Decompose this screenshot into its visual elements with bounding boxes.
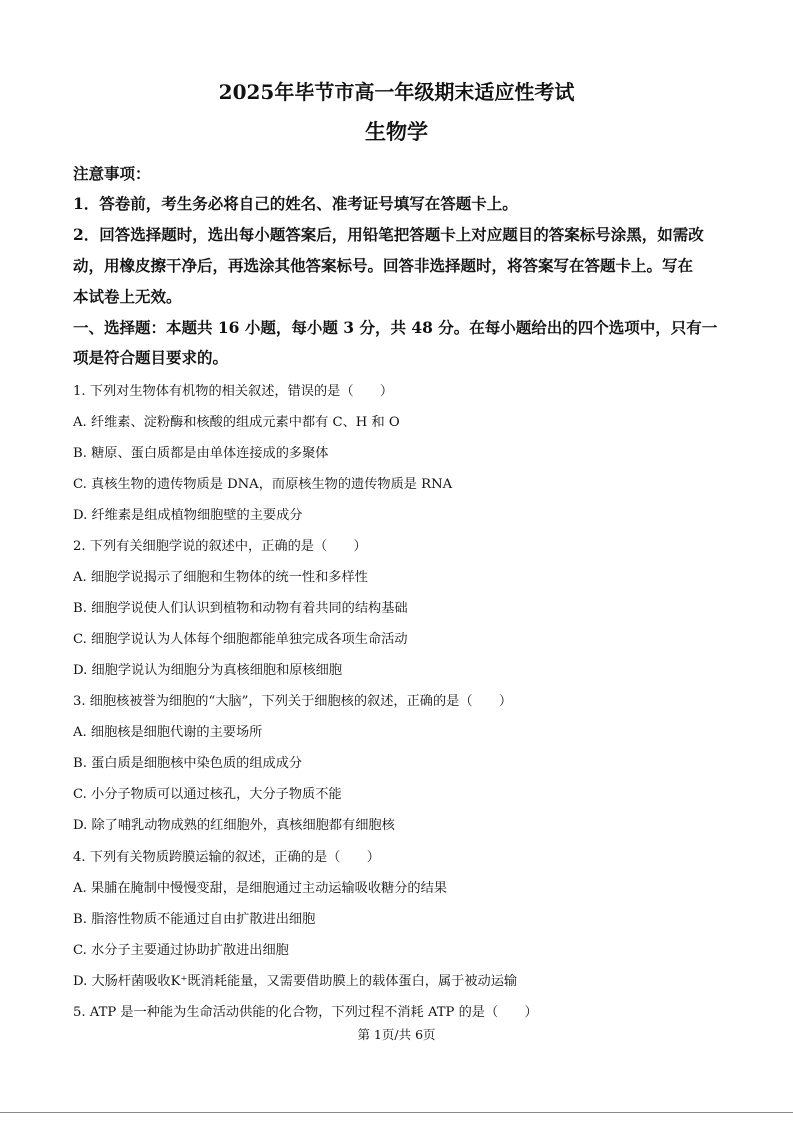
question-1-option-b: B. 糖原、蛋白质都是由单体连接成的多聚体 [73, 446, 329, 461]
question-2-option-d: D. 细胞学说认为细胞分为真核细胞和原核细胞 [73, 663, 343, 678]
question-1-option-c: C. 真核生物的遗传物质是 DNA，而原核生物的遗传物质是 RNA [73, 477, 453, 492]
question-1-option-a: A. 纤维素、淀粉酶和核酸的组成元素中都有 C、H 和 O [73, 415, 400, 430]
notice-item-1: 1．答卷前，考生务必将自己的姓名、准考证号填写在答题卡上。 [73, 194, 518, 213]
question-2-option-b: B. 细胞学说使人们认识到植物和动物有着共同的结构基础 [73, 601, 408, 616]
question-1-stem: 1. 下列对生物体有机物的相关叙述，错误的是（ ） [73, 384, 394, 399]
question-1-option-d: D. 纤维素是组成植物细胞壁的主要成分 [73, 508, 303, 523]
question-5-stem: 5. ATP 是一种能为生命活动供能的化合物，下列过程不消耗 ATP 的是（ ） [73, 1005, 538, 1020]
notice-item-2-line-2: 动，用橡皮擦干净后，再选涂其他答案标号。回答非选择题时，将答案写在答题卡上。写在 [73, 256, 694, 275]
question-3-stem: 3. 细胞核被誉为细胞的“大脑”，下列关于细胞核的叙述，正确的是（ ） [73, 694, 513, 709]
question-3-option-a: A. 细胞核是细胞代谢的主要场所 [73, 725, 263, 740]
question-4-option-c: C. 水分子主要通过协助扩散进出细胞 [73, 943, 289, 958]
question-2-option-c: C. 细胞学说认为人体每个细胞都能单独完成各项生命活动 [73, 632, 408, 647]
section-heading-line-1: 一、选择题：本题共 16 小题，每小题 3 分，共 48 分。在每小题给出的四个选项中，只有一 [73, 318, 718, 337]
question-4-option-b: B. 脂溶性物质不能通过自由扩散进出细胞 [73, 912, 316, 927]
exam-title: 2025年毕节市高一年级期末适应性考试 [218, 80, 575, 104]
question-4-stem: 4. 下列有关物质跨膜运输的叙述，正确的是（ ） [73, 850, 380, 865]
question-2-option-a: A. 细胞学说揭示了细胞和生物体的统一性和多样性 [73, 570, 368, 585]
page-footer: 第 1页/共 6页 [357, 1027, 436, 1042]
notice-item-2-line-3: 本试卷上无效。 [73, 287, 182, 306]
section-heading-line-2: 项是符合题目要求的。 [73, 348, 229, 367]
question-2-stem: 2. 下列有关细胞学说的叙述中，正确的是（ ） [73, 539, 367, 554]
question-3-option-b: B. 蛋白质是细胞核中染色质的组成成分 [73, 756, 303, 771]
question-4-option-a: A. 果脯在腌制中慢慢变甜，是细胞通过主动运输吸收糖分的结果 [73, 881, 447, 896]
question-4-option-d: D. 大肠杆菌吸收K⁺既消耗能量，又需要借助膜上的载体蛋白，属于被动运输 [73, 974, 518, 989]
question-3-option-c: C. 小分子物质可以通过核孔，大分子物质不能 [73, 787, 342, 802]
question-3-option-d: D. 除了哺乳动物成熟的红细胞外，真核细胞都有细胞核 [73, 818, 395, 833]
subject-title: 生物学 [365, 119, 428, 144]
notice-heading: 注意事项： [73, 164, 151, 183]
notice-item-2-line-1: 2．回答选择题时，选出每小题答案后，用铅笔把答题卡上对应题目的答案标号涂黑，如需改 [73, 225, 704, 244]
bottom-divider [0, 1112, 793, 1113]
